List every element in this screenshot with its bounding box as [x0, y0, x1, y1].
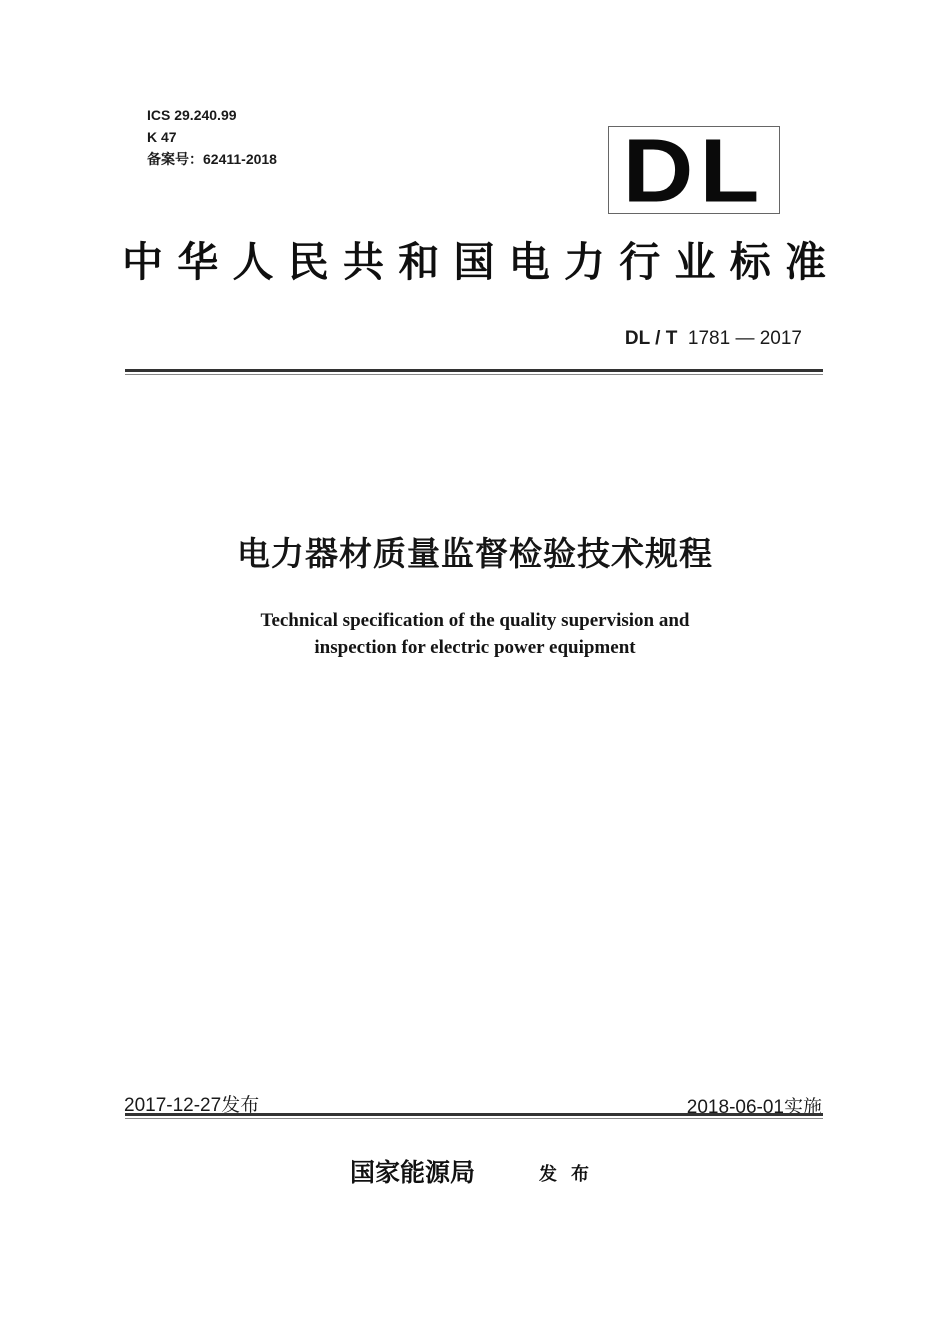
bottom-divider-thin: [125, 1118, 823, 1119]
standard-prefix: DL / T: [624, 328, 678, 349]
top-divider: [125, 369, 823, 372]
document-title-en: [0, 607, 950, 661]
dl-logo-text: DL: [622, 126, 766, 214]
issue-date: 2017-12-27发布: [124, 1095, 260, 1116]
document-title-en-line2: inspection for electric power equipment: [314, 637, 636, 658]
dl-logo: [608, 126, 780, 214]
implementation-date: 2018-06-01实施: [686, 1097, 822, 1118]
publish-label: 发布: [539, 1164, 603, 1185]
ccs-code: K 47: [147, 129, 177, 145]
document-title-en-line1: Technical specification of the quality supervision and: [260, 610, 690, 631]
top-divider-thin: [125, 374, 823, 375]
record-number: 备案号：62411-2018: [147, 151, 277, 167]
ics-code: ICS 29.240.99: [147, 107, 237, 123]
standard-code: 1781 — 2017: [687, 328, 802, 349]
publisher-name: 国家能源局: [350, 1158, 476, 1187]
standard-number: [625, 328, 802, 350]
bottom-divider: [125, 1113, 823, 1116]
industry-standard-title: 中华人民共和国电力行业标准: [122, 238, 828, 286]
document-title-cn: 电力器材质量监督检验技术规程: [237, 534, 713, 573]
classification-block: [147, 104, 277, 170]
